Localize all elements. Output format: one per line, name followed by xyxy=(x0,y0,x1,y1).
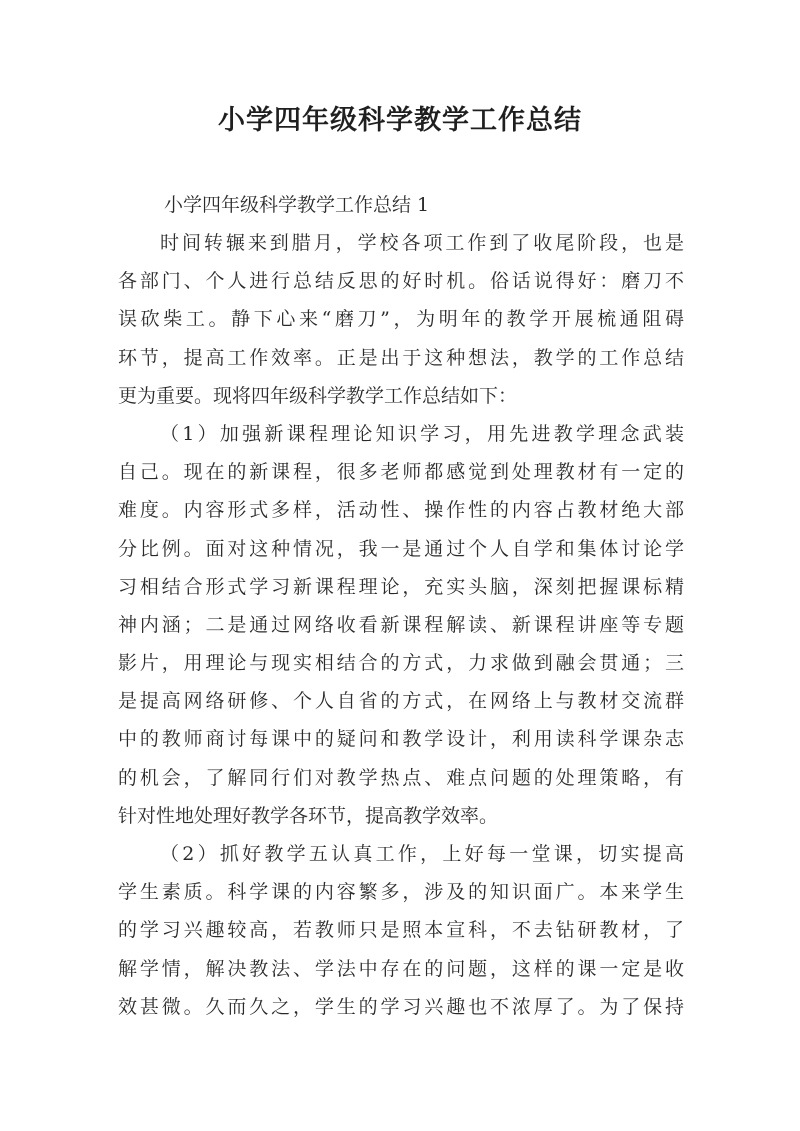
paragraph-intro xyxy=(118,224,684,415)
section-subtitle: 小学四年级科学教学工作总结 1 xyxy=(164,194,430,216)
document-title: 小学四年级科学教学工作总结 xyxy=(218,105,582,136)
paragraph-line: 中的教师商讨每课中的疑问和教学设计，利用读科学课杂志 xyxy=(118,728,684,751)
paragraph-line: 是提高网络研修、个人自省的方式，在网络上与教材交流群 xyxy=(118,690,684,713)
paragraph-line: （1）加强新课程理论知识学习，用先进教学理念武装 xyxy=(160,422,684,445)
paragraph-line: 自己。现在的新课程，很多老师都感觉到处理教材有一定的 xyxy=(118,461,684,484)
paragraph-line: 环节，提高工作效率。正是出于这种想法，教学的工作总结 xyxy=(118,346,684,369)
paragraph-line: 学生素质。科学课的内容繁多，涉及的知识面广。本来学生 xyxy=(118,881,684,904)
paragraph-line: 神内涵；二是通过网络收看新课程解读、新课程讲座等专题 xyxy=(118,613,684,636)
paragraph-line: （2）抓好教学五认真工作，上好每一堂课，切实提高 xyxy=(160,843,684,865)
paragraph-line: 误砍柴工。静下心来“磨刀”，为明年的教学开展梳通阻碍 xyxy=(118,308,684,331)
paragraph-point-2 xyxy=(118,835,684,1026)
paragraph-line: 各部门、个人进行总结反思的好时机。俗话说得好：磨刀不 xyxy=(118,270,684,293)
paragraph-line: 解学情，解决教法、学法中存在的问题，这样的课一定是收 xyxy=(118,957,684,980)
paragraph-line: 时间转辗来到腊月，学校各项工作到了收尾阶段，也是 xyxy=(160,232,684,254)
paragraph-line: 效甚微。久而久之，学生的学习兴趣也不浓厚了。为了保持 xyxy=(118,995,684,1018)
paragraph-line: 更为重要。现将四年级科学教学工作总结如下： xyxy=(118,384,518,407)
paragraph-line: 的学习兴趣较高，若教师只是照本宣科，不去钻研教材，了 xyxy=(118,919,684,942)
paragraph-line: 分比例。面对这种情况，我一是通过个人自学和集体讨论学 xyxy=(118,537,684,560)
paragraph-point-1 xyxy=(118,415,684,835)
paragraph-line: 习相结合形式学习新课程理论，充实头脑，深刻把握课标精 xyxy=(118,575,684,598)
document-body xyxy=(118,186,684,1026)
paragraph-line: 影片，用理论与现实相结合的方式，力求做到融会贯通；三 xyxy=(118,652,684,675)
paragraph-line: 的机会，了解同行们对教学热点、难点问题的处理策略，有 xyxy=(118,766,684,789)
paragraph-line: 难度。内容形式多样，活动性、操作性的内容占教材绝大部 xyxy=(118,499,684,522)
paragraph-line: 针对性地处理好教学各环节，提高教学效率。 xyxy=(118,804,499,827)
